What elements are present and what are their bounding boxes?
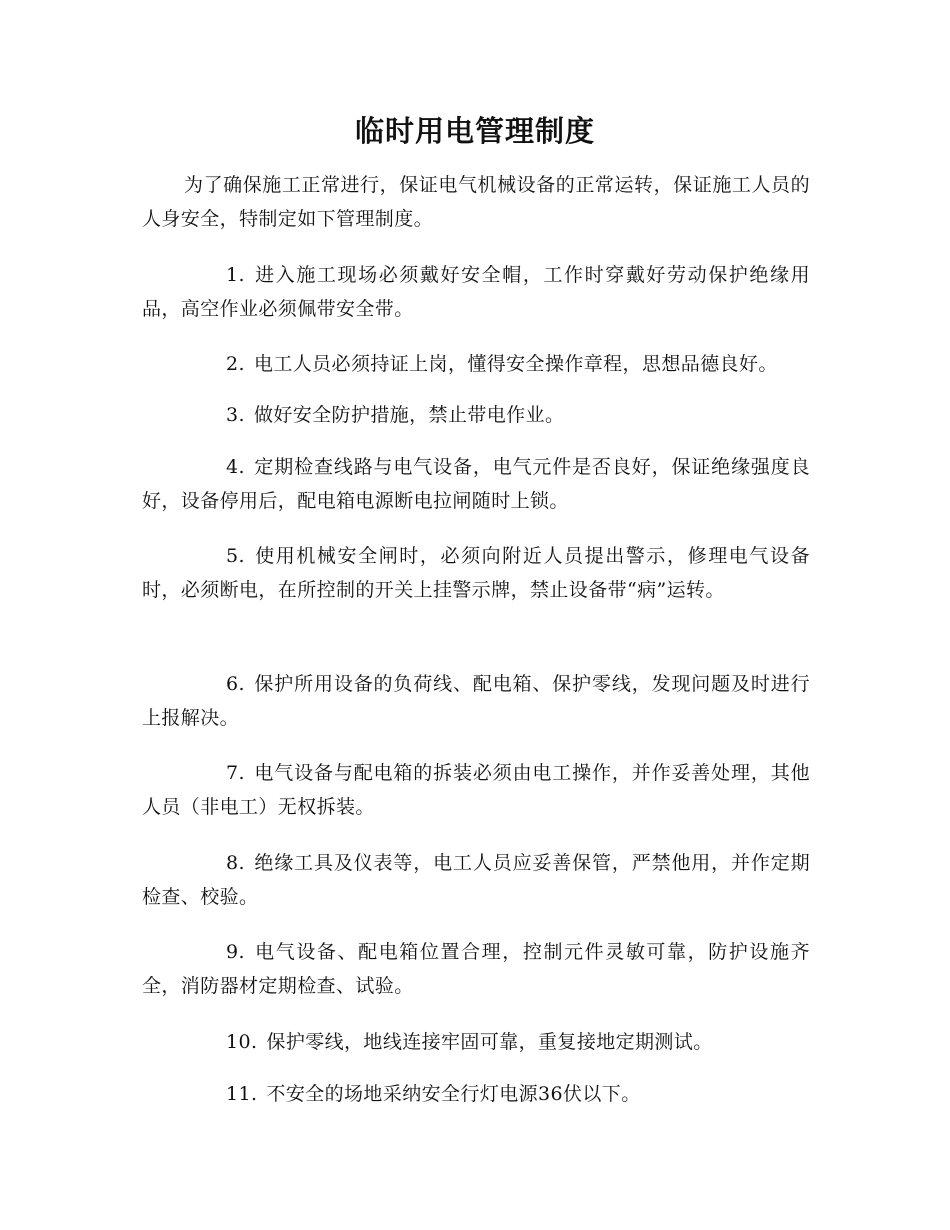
rule-number: 1. [226, 264, 245, 286]
rule-text: 电工人员必须持证上岗，懂得安全操作章程，思想品德良好。 [253, 353, 778, 375]
rule-text: 使用机械安全闸时，必须向附近人员提出警示，修理电气设备时，必须断电，在所控制的开关上挂警示牌，禁止设备带“病”运转。 [142, 545, 810, 601]
rule-text: 保护零线，地线连接牢固可靠，重复接地定期测试。 [266, 1031, 713, 1053]
rule-text: 定期检查线路与电气设备，电气元件是否良好，保证绝缘强度良好，设备停用后，配电箱电源断电拉闸随时上锁。 [142, 456, 810, 512]
rule-item-9 [142, 935, 810, 1003]
rule-number: 2. [226, 353, 245, 375]
rule-number: 10. [226, 1031, 258, 1053]
rule-item-10 [142, 1025, 810, 1059]
rule-item-11 [142, 1077, 810, 1111]
rule-item-8 [142, 846, 810, 914]
document-title: 临时用电管理制度 [354, 114, 595, 148]
rule-number: 7. [226, 762, 245, 784]
rule-text: 保护所用设备的负荷线、配电箱、保护零线，发现问题及时进行上报解决。 [142, 673, 810, 729]
rule-number: 9. [226, 941, 245, 963]
rule-number: 11. [226, 1083, 258, 1105]
rule-item-3 [142, 398, 810, 432]
rule-item-4 [142, 450, 810, 518]
rule-number: 8. [226, 852, 245, 874]
rule-number: 3. [226, 404, 245, 426]
rule-item-5 [142, 539, 810, 607]
rule-text: 不安全的场地采纳安全行灯电源36伏以下。 [266, 1083, 641, 1105]
rule-item-6 [142, 667, 810, 735]
rule-text: 电气设备、配电箱位置合理，控制元件灵敏可靠，防护设施齐全，消防器材定期检查、试验。 [142, 941, 810, 997]
rule-number: 5. [226, 545, 245, 567]
rule-number: 6. [226, 673, 245, 695]
rule-item-2 [142, 347, 810, 381]
intro-paragraph: 为了确保施工正常进行，保证电气机械设备的正常运转，保证施工人员的人身安全，特制定如下管理制度。 [142, 174, 810, 230]
rule-text: 进入施工现场必须戴好安全帽，工作时穿戴好劳动保护绝缘用品，高空作业必须佩带安全带。 [142, 264, 810, 320]
rule-text: 绝缘工具及仪表等，电工人员应妥善保管，严禁他用，并作定期检查、校验。 [142, 852, 810, 908]
rule-item-7 [142, 756, 810, 824]
rule-text: 电气设备与配电箱的拆装必须由电工操作，并作妥善处理，其他人员（非电工）无权拆装。 [142, 762, 810, 818]
rule-number: 4. [226, 456, 245, 478]
rule-text: 做好安全防护措施，禁止带电作业。 [253, 404, 565, 426]
rule-item-1 [142, 258, 810, 326]
